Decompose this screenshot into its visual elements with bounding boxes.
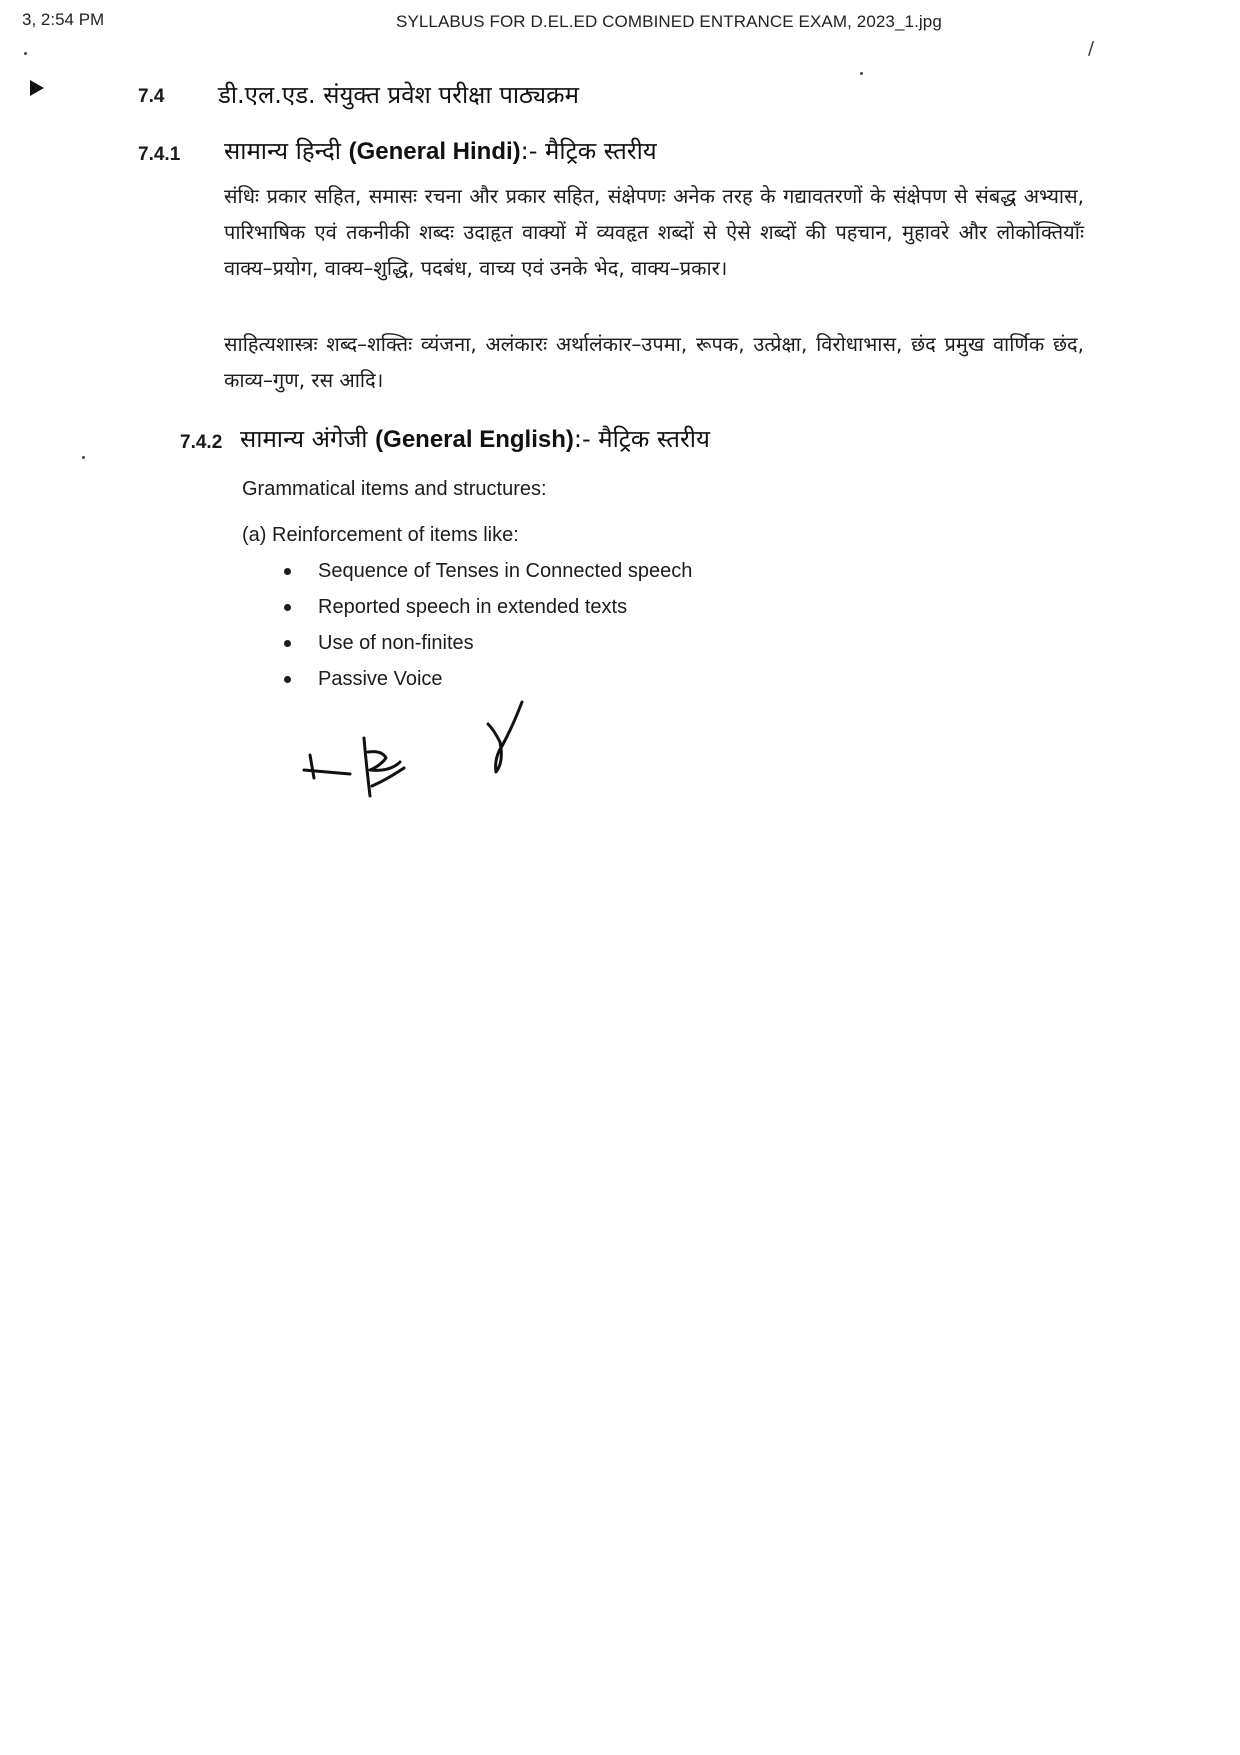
scan-dot xyxy=(860,72,863,75)
subsection-title-hindi-en: (General Hindi) xyxy=(348,138,521,165)
subsection-number-hindi: 7.4.1 xyxy=(138,144,181,165)
list-item: Reported speech in extended texts xyxy=(282,589,692,625)
signature-stroke xyxy=(310,755,314,778)
scan-dot xyxy=(24,52,27,55)
subsection-title-english xyxy=(240,422,710,455)
signature-stroke xyxy=(304,770,350,774)
subsection-title-hindi-hi: सामान्य हिन्दी xyxy=(224,137,341,165)
hindi-paragraph-literature: साहित्यशास्त्रः शब्द–शक्तिः व्यंजना, अलंकारः अर्थालंकार–उपमा, रूपक, उत्प्रेक्षा, विरोधाभास, छंद प्रमुख वार्णिक छंद, काव्य–गुण, रस आदि। xyxy=(224,332,1084,392)
scan-dot xyxy=(82,456,85,459)
english-intro: Grammatical items and structures: xyxy=(242,478,547,500)
subsection-title-english-hi: सामान्य अंगेजी xyxy=(240,425,368,453)
pointer-arrow-icon xyxy=(30,80,44,96)
subsection-title-english-suffix: :- मैट्रिक स्तरीय xyxy=(573,425,710,453)
signature-stroke xyxy=(364,738,370,796)
signature-stroke xyxy=(368,752,400,771)
subsection-title-english-en: (General English) xyxy=(375,426,574,453)
hindi-paragraph-grammar: संधिः प्रकार सहित, समासः रचना और प्रकार सहित, संक्षेपणः अनेक तरह के गद्यावतरणों के संक्षेपण से संबद्ध अभ्यास, पारिभाषिक एवं तकनीकी शब्दः उदाहृत वाक्यों में व्यवहृत शब्दों से ऐसे शब्दों की पहचान, मुहावरे और लोकोक्तियाँः वाक्य–प्रयोग, वाक्य–शुद्धि, पदबंध, वाच्य एवं उनके भेद, वाक्य–प्रकार। xyxy=(224,184,1084,280)
handwritten-signature xyxy=(290,700,570,820)
list-item: Use of non-finites xyxy=(282,625,692,661)
pen-tick-mark: / xyxy=(1088,38,1095,59)
list-item: Sequence of Tenses in Connected speech xyxy=(282,553,692,589)
list-item: Passive Voice xyxy=(282,661,692,697)
english-items-list xyxy=(282,553,692,697)
subsection-title-hindi-suffix: :- मैट्रिक स्तरीय xyxy=(520,137,657,165)
header-time: 3, 2:54 PM xyxy=(22,10,105,29)
subsection-title-hindi xyxy=(224,134,657,167)
english-sub-label: (a) Reinforcement of items like: xyxy=(242,524,519,546)
subsection-number-english: 7.4.2 xyxy=(180,432,223,453)
document-file-title: SYLLABUS FOR D.EL.ED COMBINED ENTRANCE EXAM, 2023_1.jpg xyxy=(396,12,942,31)
signature-stroke xyxy=(488,702,522,772)
section-title: डी.एल.एड. संयुक्त प्रवेश परीक्षा पाठ्यक्रम xyxy=(218,81,579,109)
section-number: 7.4 xyxy=(138,86,165,107)
